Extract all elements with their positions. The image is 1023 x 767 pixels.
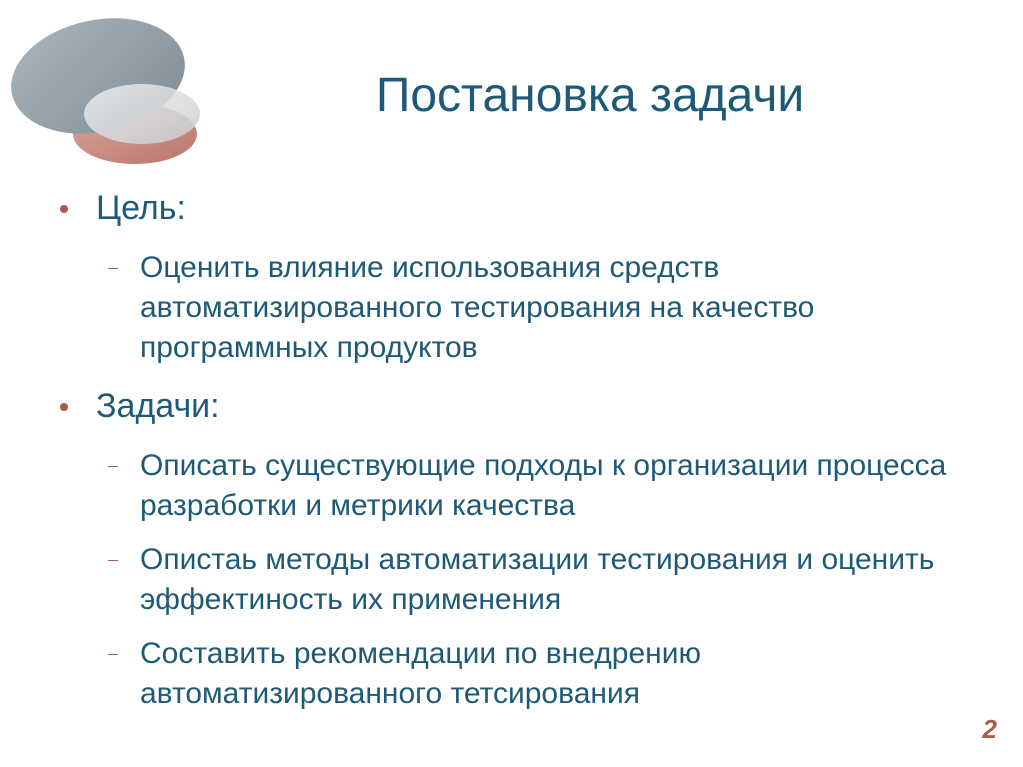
bullet-dot-icon (60, 205, 68, 213)
task-item-text: Опистаь методы автоматизации тестирования и оценить эффектиность их применения (140, 543, 935, 616)
task-item-text: Описать существующие подходы к организации процесса разработки и метрики качества (140, 449, 947, 522)
task-item-text: Составить рекомендации по внедрению автоматизированного тетсирования (140, 637, 701, 710)
logo-light-ellipse (84, 84, 200, 144)
page-number: 2 (982, 714, 997, 744)
dash-icon (108, 268, 118, 269)
bullet-goal-label: Цель: (96, 189, 186, 227)
decorative-ellipses-logo (10, 14, 205, 169)
bullet-dot-icon (60, 403, 68, 411)
slide-title: Постановка задачи (375, 69, 805, 122)
dash-icon (108, 654, 118, 655)
dash-icon (108, 560, 118, 561)
bullet-tasks-label: Задачи: (96, 387, 220, 425)
dash-icon (108, 466, 118, 467)
goal-item-text: Оценить влияние использования средств автоматизированного тестирования на качество программных продуктов (140, 251, 815, 364)
